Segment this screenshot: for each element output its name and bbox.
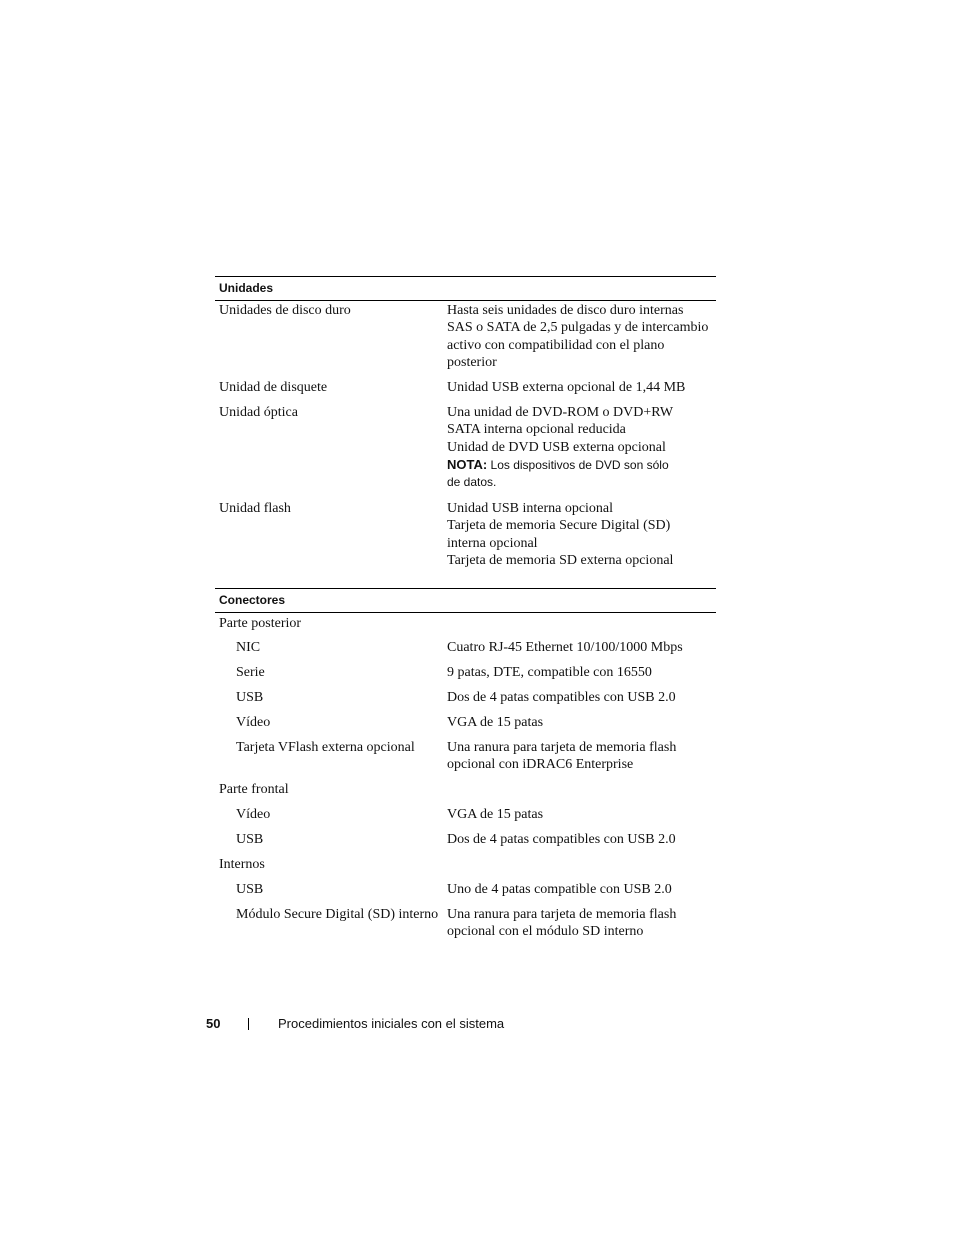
spec-label: NIC: [236, 640, 261, 655]
subheading-parte-frontal: Parte frontal: [219, 782, 289, 797]
note-text: Los dispositivos de DVD son sólo: [487, 457, 669, 472]
note-label: NOTA:: [447, 456, 488, 472]
spec-label: Unidad flash: [219, 501, 291, 516]
spec-value-line: Tarjeta de memoria SD externa opcional: [447, 552, 674, 568]
spec-value-line: Dos de 4 patas compatibles con USB 2.0: [447, 690, 676, 705]
spec-value: [447, 404, 717, 491]
note-continuation: de datos.: [447, 474, 497, 489]
spec-value-line: posterior: [447, 354, 497, 370]
spec-value: [447, 302, 717, 371]
spec-value: [447, 831, 717, 848]
spec-value-line: Unidad USB externa opcional de 1,44 MB: [447, 380, 686, 395]
note: [447, 456, 717, 474]
spec-value-line: Una unidad de DVD-ROM o DVD+RW: [447, 405, 674, 420]
spec-value: [447, 806, 717, 823]
spec-value-line: interna opcional: [447, 535, 538, 551]
spec-value: [447, 664, 717, 681]
spec-value: [447, 739, 717, 774]
spec-value-line: SAS o SATA de 2,5 pulgadas y de intercambio: [447, 320, 709, 336]
spec-value-line: Unidad de DVD USB externa opcional: [447, 439, 666, 455]
section-heading-unidades: Unidades: [215, 276, 716, 301]
spec-value-line: Unidad USB interna opcional: [447, 501, 614, 516]
subheading-parte-posterior: Parte posterior: [219, 616, 302, 631]
spec-value: [447, 906, 717, 941]
spec-value-line: Tarjeta de memoria Secure Digital (SD): [447, 518, 671, 534]
spec-value-line: Cuatro RJ-45 Ethernet 10/100/1000 Mbps: [447, 640, 683, 655]
spec-value: [447, 379, 717, 396]
spec-value-line: activo con compatibilidad con el plano: [447, 337, 665, 353]
spec-value-line: Hasta seis unidades de disco duro internas: [447, 303, 684, 318]
footer-title: Procedimientos iniciales con el sistema: [278, 1016, 505, 1031]
spec-label: USB: [236, 832, 264, 847]
spec-value-line: Dos de 4 patas compatibles con USB 2.0: [447, 832, 676, 847]
spec-label: Serie: [236, 665, 265, 680]
page-number: 50: [206, 1016, 221, 1031]
footer-separator: [248, 1018, 249, 1030]
spec-value: [447, 500, 717, 569]
spec-value-line: VGA de 15 patas: [447, 715, 544, 730]
spec-value-line: 9 patas, DTE, compatible con 16550: [447, 665, 652, 680]
spec-label: USB: [236, 882, 264, 897]
spec-value-line: VGA de 15 patas: [447, 807, 544, 822]
spec-value: [447, 881, 717, 898]
spec-label: Tarjeta VFlash externa opcional: [236, 740, 415, 755]
spec-value: [447, 689, 717, 706]
spec-value-line: opcional con el módulo SD interno: [447, 924, 644, 940]
spec-value-line: Uno de 4 patas compatible con USB 2.0: [447, 882, 672, 897]
spec-label: Vídeo: [236, 807, 271, 822]
spec-value-line: Una ranura para tarjeta de memoria flash: [447, 740, 677, 755]
spec-value-line: Una ranura para tarjeta de memoria flash: [447, 907, 677, 922]
spec-label: Unidad de disquete: [219, 380, 328, 395]
spec-label: Módulo Secure Digital (SD) interno: [236, 907, 439, 922]
spec-value-line: SATA interna opcional reducida: [447, 422, 626, 438]
spec-value-line: opcional con iDRAC6 Enterprise: [447, 757, 634, 773]
subheading-internos: Internos: [219, 857, 265, 872]
spec-label: USB: [236, 690, 264, 705]
spec-label: Vídeo: [236, 715, 271, 730]
spec-value: [447, 639, 717, 656]
spec-value: [447, 714, 717, 731]
spec-label: Unidades de disco duro: [219, 303, 351, 318]
section-heading-conectores: Conectores: [215, 588, 716, 613]
spec-label: Unidad óptica: [219, 405, 298, 420]
